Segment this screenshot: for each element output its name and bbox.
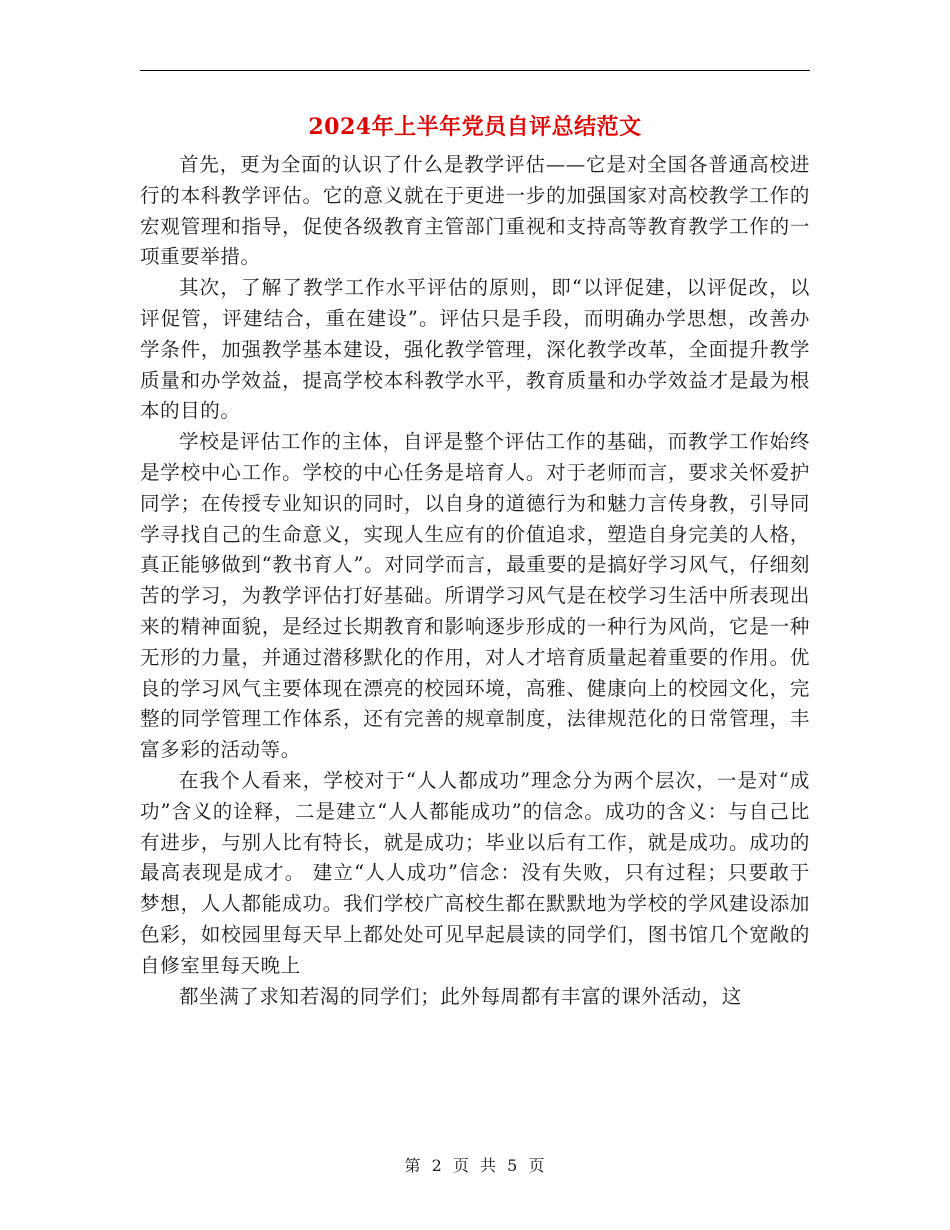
document-title: 2024年上半年党员自评总结范文 bbox=[308, 114, 642, 140]
document-body bbox=[140, 150, 810, 1012]
header-rule bbox=[140, 70, 810, 71]
paragraph-1: 首先，更为全面的认识了什么是教学评估——它是对全国各普通高校进行的本科教学评估。它的意义就在于更进一步的加强国家对高校教学工作的宏观管理和指导，促使各级教育主管部门重视和支持高等教育教学工作的一项重要举措。 bbox=[140, 153, 810, 269]
footer-prefix: 第 bbox=[404, 1156, 422, 1175]
paragraph-3: 学校是评估工作的主体，自评是整个评估工作的基础，而教学工作始终是学校中心工作。学校的中心任务是培育人。对于老师而言，要求关怀爱护同学；在传授专业知识的同时，以自身的道德行为和魅力言传身教，引导同学寻找自己的生命意义，实现人生应有的价值追求，塑造自身完美的人格，真正能够做到“教书育人”。对同学而言，最重要的是搞好学习风气，仔细刻苦的学习，为教学评估打好基础。所谓学习风气是在校学习生活中所表现出来的精神面貌，是经过长期教育和影响逐步形成的一种行为风尚，它是一种无形的力量，并通过潜移默化的作用，对人才培育质量起着重要的作用。优良的学习风气主要体现在漂亮的校园环境，高雅、健康向上的校园文化，完整的同学管理工作体系，还有完善的规章制度，法律规范化的日常管理，丰富多彩的活动等。 bbox=[140, 430, 810, 762]
paragraph-4: 在我个人看来，学校对于“人人都成功”理念分为两个层次，一是对“成功”含义的诠释，二是建立“人人都能成功”的信念。成功的含义：与自己比有进步，与别人比有特长，就是成功；毕业以后有工作，就是成功。成功的最高表现是成才。 建立“人人成功”信念：没有失败，只有过程；只要敢于梦想，人人都能成功。我们学校广高校生都在默默地为学校的学风建设添加色彩，如校园里每天早上都处处可见早起晨读的同学们，图书馆几个宽敞的自修室里每天晚上 bbox=[140, 768, 810, 977]
page-footer bbox=[0, 1153, 950, 1176]
footer-total-word: 共 bbox=[480, 1156, 498, 1175]
footer-total-pages: 5 bbox=[507, 1156, 519, 1175]
footer-suffix: 页 bbox=[528, 1156, 546, 1175]
paragraph-2: 其次，了解了教学工作水平评估的原则，即“以评促建，以评促改，以评促管，评建结合，重在建设”。评估只是手段，而明确办学思想，改善办学条件，加强教学基本建设，强化教学管理，深化教学改革，全面提升教学质量和办学效益，提高学校本科教学水平，教育质量和办学效益才是最为根本的目的。 bbox=[140, 276, 810, 423]
footer-page-word: 页 bbox=[452, 1156, 470, 1175]
paragraph-5: 都坐满了求知若渴的同学们；此外每周都有丰富的课外活动，这 bbox=[179, 984, 742, 1008]
footer-current-page: 2 bbox=[431, 1156, 443, 1175]
